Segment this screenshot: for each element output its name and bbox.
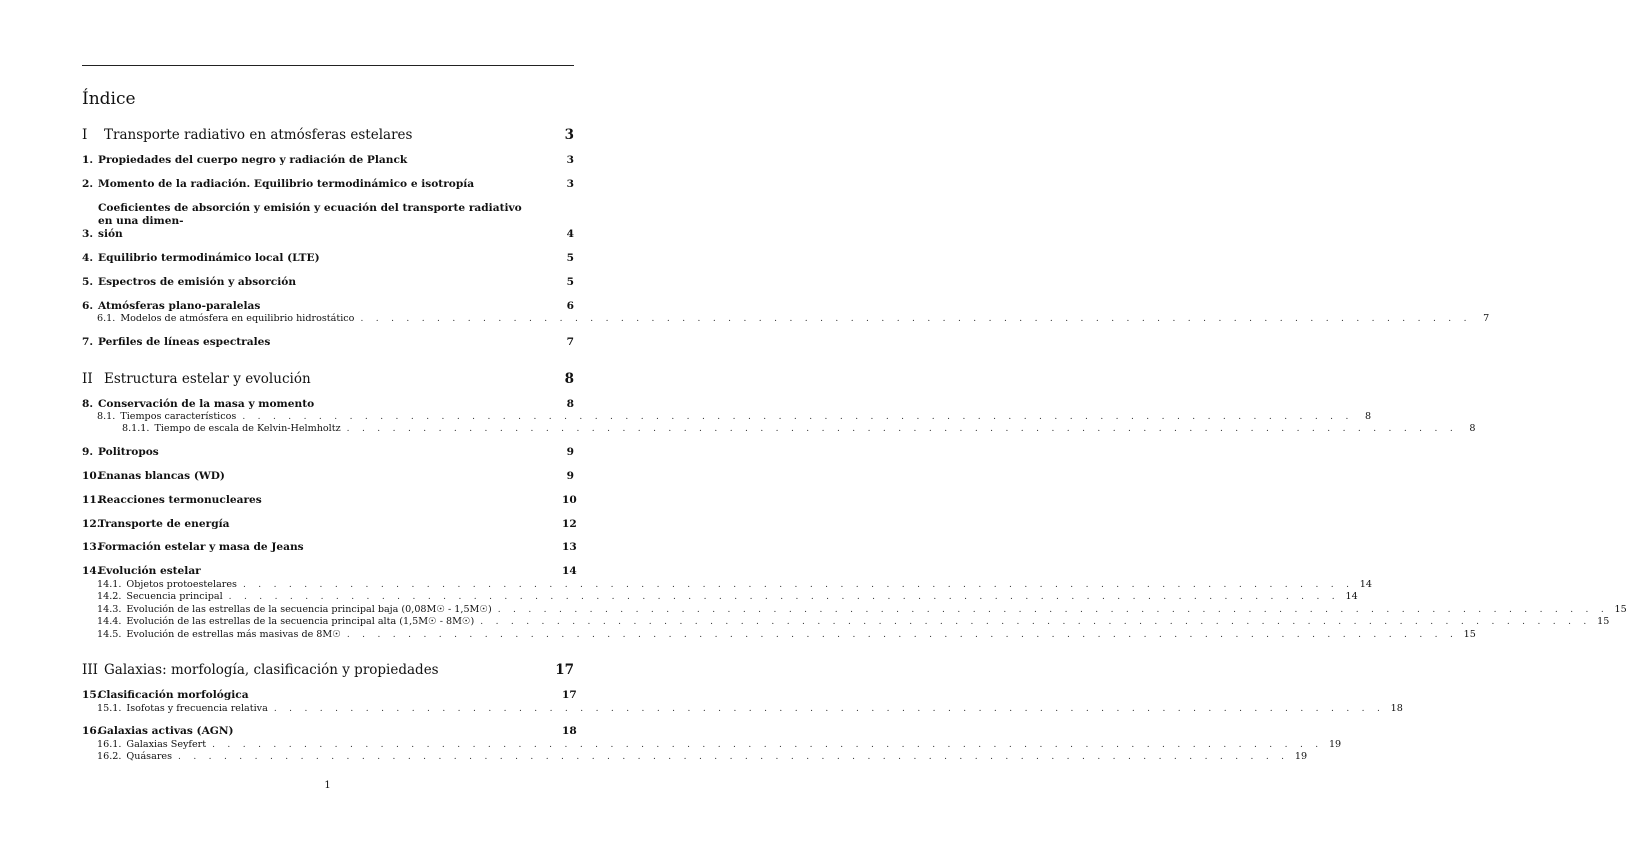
section-page: 13 (562, 541, 577, 554)
dot-leader: . . . . . . . . . . . . . . . . . . . . . . . . . . . . . . . . . . . . . . . . . . . . . . . . . . . . . . . . . . . . . . . . . . . . . . . . . (242, 411, 1354, 422)
section-title (98, 518, 562, 531)
section-title (98, 689, 562, 702)
toc-section-entry[interactable] (82, 517, 577, 531)
section-title-line: Propiedades del cuerpo negro y radiación de Planck (98, 154, 408, 166)
section-number: 2. (82, 177, 94, 190)
toc-section-entry[interactable] (82, 541, 577, 554)
subsection-number: 8.1. (97, 410, 116, 422)
section-number: 5. (82, 276, 94, 288)
toc-subsection-entry[interactable] (82, 702, 1403, 716)
toc-section-entry[interactable] (82, 202, 574, 242)
section-title (98, 202, 562, 242)
subsection-page: 15 (1614, 603, 1627, 615)
dot-leader: . . . . . . . . . . . . . . . . . . . . . . . . . . . . . . . . . . . . . . . . . . . . . . . . . . . . . . . . . . . . . . . . . . . . . . . . . (273, 703, 1385, 714)
dot-leader: . . . . . . . . . . . . . . . . . . . . . . . . . . . . . . . . . . . . . . . . . . . . . . . . . . . . . . . . . . . . . . . . . . . . . . . . . (346, 424, 1458, 435)
subsection-page: 15 (1463, 628, 1476, 640)
dot-leader: . . . . . . . . . . . . . . . . . . . . . . . . . . . . . . . . . . . . . . . . . . . . . . . . . . . . . . . . . . . . . . . . . . . . . . . . . (497, 604, 1609, 615)
subsection-title: Evolución de las estrellas de la secuencia principal alta (1,5M☉ - 8M☉) (126, 616, 475, 628)
toc-section-entry[interactable] (82, 398, 574, 411)
page-number: 1 (324, 780, 331, 791)
section-title (98, 725, 562, 738)
subsection-page: 15 (1597, 616, 1610, 628)
section-number: 16. (82, 725, 101, 738)
section-page: 18 (562, 725, 577, 738)
section-number: 13. (82, 541, 101, 554)
subsection-page: 18 (1390, 702, 1403, 714)
subsection-page: 14 (1359, 578, 1372, 590)
section-title (98, 276, 562, 289)
section-number: 12. (82, 517, 101, 530)
section-page: 3 (566, 177, 574, 190)
section-page: 12 (562, 517, 577, 530)
section-title-line: Coeficientes de absorción y emisión y ecuación del transporte radiativo en una dimen- (98, 201, 522, 227)
section-number: 7. (82, 336, 94, 349)
subsection-number: 14.3. (97, 603, 122, 615)
section-title-line: Equilibrio termodinámico local (LTE) (98, 252, 320, 265)
section-number: 3. (82, 228, 94, 241)
toc-subsection-entry[interactable] (82, 410, 1372, 424)
section-title-line: Espectros de emisión y absorción (98, 276, 297, 288)
dot-leader: . . . . . . . . . . . . . . . . . . . . . . . . . . . . . . . . . . . . . . . . . . . . . . . . . . . . . . . . . . . . . . . . . . . . . . . . . (480, 617, 1592, 628)
section-title-continuation: sión (98, 228, 123, 241)
section-page: 5 (566, 276, 574, 288)
section-title (98, 541, 562, 554)
subsection-title: Tiempo de escala de Kelvin-Helmholtz (154, 423, 341, 435)
section-title (98, 252, 562, 265)
toc-part-entry[interactable] (82, 370, 574, 388)
section-page: 14 (562, 565, 577, 578)
part-title: Galaxias: morfología, clasificación y propiedades (104, 662, 439, 679)
section-page: 7 (566, 336, 574, 349)
section-number: 10. (82, 470, 101, 483)
section-page: 9 (566, 470, 574, 483)
part-title: Estructura estelar y evolución (104, 370, 311, 387)
dot-leader: . . . . . . . . . . . . . . . . . . . . . . . . . . . . . . . . . . . . . . . . . . . . . . . . . . . . . . . . . . . . . . . . . . . . . . . . . (360, 314, 1472, 325)
toc-subsection-entry[interactable] (82, 578, 1372, 592)
subsection-page: 14 (1345, 591, 1358, 603)
section-number: 15. (82, 689, 101, 702)
part-number: I (82, 127, 88, 143)
section-page: 9 (566, 446, 574, 459)
section-number: 11. (82, 493, 101, 506)
dot-leader: . . . . . . . . . . . . . . . . . . . . . . . . . . . . . . . . . . . . . . . . . . . . . . . . . . . . . . . . . . . . . . . . . . . . . . . . . (178, 752, 1289, 763)
section-title-line: Clasificación morfológica (98, 689, 249, 702)
subsection-page: 8 (1469, 423, 1476, 435)
section-number: 14. (82, 565, 101, 578)
section-title-line: Momento de la radiación. Equilibrio termodinámico e isotropía (98, 177, 475, 190)
subsection-title: Objetos protoestelares (126, 578, 237, 590)
part-page: 8 (564, 370, 574, 387)
section-title (98, 494, 562, 507)
section-title-line: Politropos (98, 446, 159, 459)
toc-section-entry[interactable] (82, 276, 574, 289)
subsection-title: Tiempos característicos (120, 410, 237, 422)
subsection-number: 6.1. (97, 313, 116, 325)
subsection-number: 14.5. (97, 628, 122, 640)
section-title (98, 565, 562, 578)
part-number: III (82, 662, 98, 679)
section-title-line: Enanas blancas (WD) (98, 470, 225, 483)
part-page: 3 (564, 127, 574, 143)
section-title-line: Transporte de energía (98, 517, 230, 530)
subsection-number: 16.1. (97, 738, 122, 750)
subsection-number: 14.1. (97, 578, 122, 590)
toc-section-entry[interactable] (82, 446, 574, 459)
section-title (98, 470, 562, 483)
section-page: 10 (562, 493, 577, 506)
section-number: 4. (82, 252, 94, 265)
section-title-line: Galaxias activas (AGN) (98, 725, 234, 738)
subsection-title: Modelos de atmósfera en equilibrio hidrostático (120, 313, 355, 325)
subsection-title: Isofotas y frecuencia relativa (126, 702, 268, 714)
subsection-number: 8.1.1. (122, 423, 150, 435)
subsection-title: Galaxias Seyfert (126, 738, 207, 750)
toc-section-entry[interactable] (82, 252, 574, 265)
section-page: 17 (562, 689, 577, 702)
toc-subsection-entry[interactable] (82, 738, 1342, 752)
toc-section-entry[interactable] (82, 300, 574, 313)
toc-section-entry[interactable] (82, 336, 574, 349)
section-title (98, 336, 562, 349)
section-title-line: Atmósferas plano-paralelas (98, 299, 261, 312)
part-title: Transporte radiativo en atmósferas estelares (104, 127, 413, 143)
dot-leader: . . . . . . . . . . . . . . . . . . . . . . . . . . . . . . . . . . . . . . . . . . . . . . . . . . . . . . . . . . . . . . . . . . . . . . . . . (228, 592, 1340, 603)
section-title (98, 154, 562, 167)
toc-section-entry[interactable] (82, 154, 574, 167)
toc-heading: Índice (82, 89, 136, 109)
section-page: 3 (566, 154, 574, 166)
toc-subsection-entry[interactable] (82, 591, 1358, 604)
toc-section-entry[interactable] (82, 493, 577, 507)
table-of-contents (82, 126, 1627, 764)
section-title (98, 300, 562, 313)
toc-subsection-entry[interactable] (82, 751, 1308, 764)
toc-section-entry[interactable] (82, 565, 577, 578)
dot-leader: . . . . . . . . . . . . . . . . . . . . . . . . . . . . . . . . . . . . . . . . . . . . . . . . . . . . . . . . . . . . . . . . . . . . . . . . . (212, 739, 1323, 750)
section-number: 1. (82, 154, 94, 166)
section-title-line: Reacciones termonucleares (98, 493, 262, 506)
section-title-line: Evolución estelar (98, 565, 201, 578)
subsection-page: 19 (1294, 751, 1308, 763)
section-number: 8. (82, 397, 94, 410)
subsection-page: 19 (1328, 738, 1342, 750)
toc-section-entry[interactable] (82, 470, 574, 483)
subsection-title: Quásares (126, 751, 173, 763)
part-number: II (82, 370, 93, 387)
subsection-number: 15.1. (97, 702, 122, 714)
section-title (98, 178, 562, 191)
subsection-page: 8 (1365, 410, 1372, 422)
subsection-title: Evolución de estrellas más masivas de 8M☉ (126, 628, 341, 640)
section-page: 6 (566, 299, 574, 312)
section-title (98, 446, 562, 459)
toc-section-entry[interactable] (82, 725, 577, 738)
toc-section-entry[interactable] (82, 689, 577, 702)
toc-section-entry[interactable] (82, 178, 574, 191)
toc-subsection-entry[interactable] (82, 628, 1476, 642)
subsection-number: 14.4. (97, 616, 122, 628)
dot-leader: . . . . . . . . . . . . . . . . . . . . . . . . . . . . . . . . . . . . . . . . . . . . . . . . . . . . . . . . . . . . . . . . . . . . . . . . . (346, 629, 1458, 640)
subsection-number: 14.2. (97, 591, 122, 603)
subsection-title: Secuencia principal (126, 591, 223, 603)
toc-subsection-entry[interactable] (82, 423, 1476, 436)
toc-subsection-entry[interactable] (82, 603, 1627, 617)
section-title-line: Conservación de la masa y momento (98, 397, 315, 410)
section-title-line: Formación estelar y masa de Jeans (98, 541, 304, 554)
toc-part-entry[interactable] (82, 126, 574, 144)
dot-leader: . . . . . . . . . . . . . . . . . . . . . . . . . . . . . . . . . . . . . . . . . . . . . . . . . . . . . . . . . . . . . . . . . . . . . . . . . (242, 579, 1354, 590)
toc-subsection-entry[interactable] (82, 616, 1610, 629)
subsection-title: Evolución de las estrellas de la secuencia principal baja (0,08M☉ - 1,5M☉) (126, 603, 492, 615)
section-page: 8 (566, 397, 574, 410)
section-title (98, 398, 562, 411)
section-number: 6. (82, 299, 94, 312)
toc-part-entry[interactable] (82, 661, 574, 679)
subsection-number: 16.2. (97, 751, 122, 763)
part-page: 17 (555, 662, 574, 679)
header-rule (82, 65, 574, 66)
section-page: 5 (566, 252, 574, 265)
subsection-page: 7 (1483, 313, 1490, 325)
section-title-line: Perfiles de líneas espectrales (98, 336, 271, 349)
section-page: 4 (566, 228, 574, 241)
section-number: 9. (82, 446, 94, 459)
toc-subsection-entry[interactable] (82, 313, 1490, 326)
